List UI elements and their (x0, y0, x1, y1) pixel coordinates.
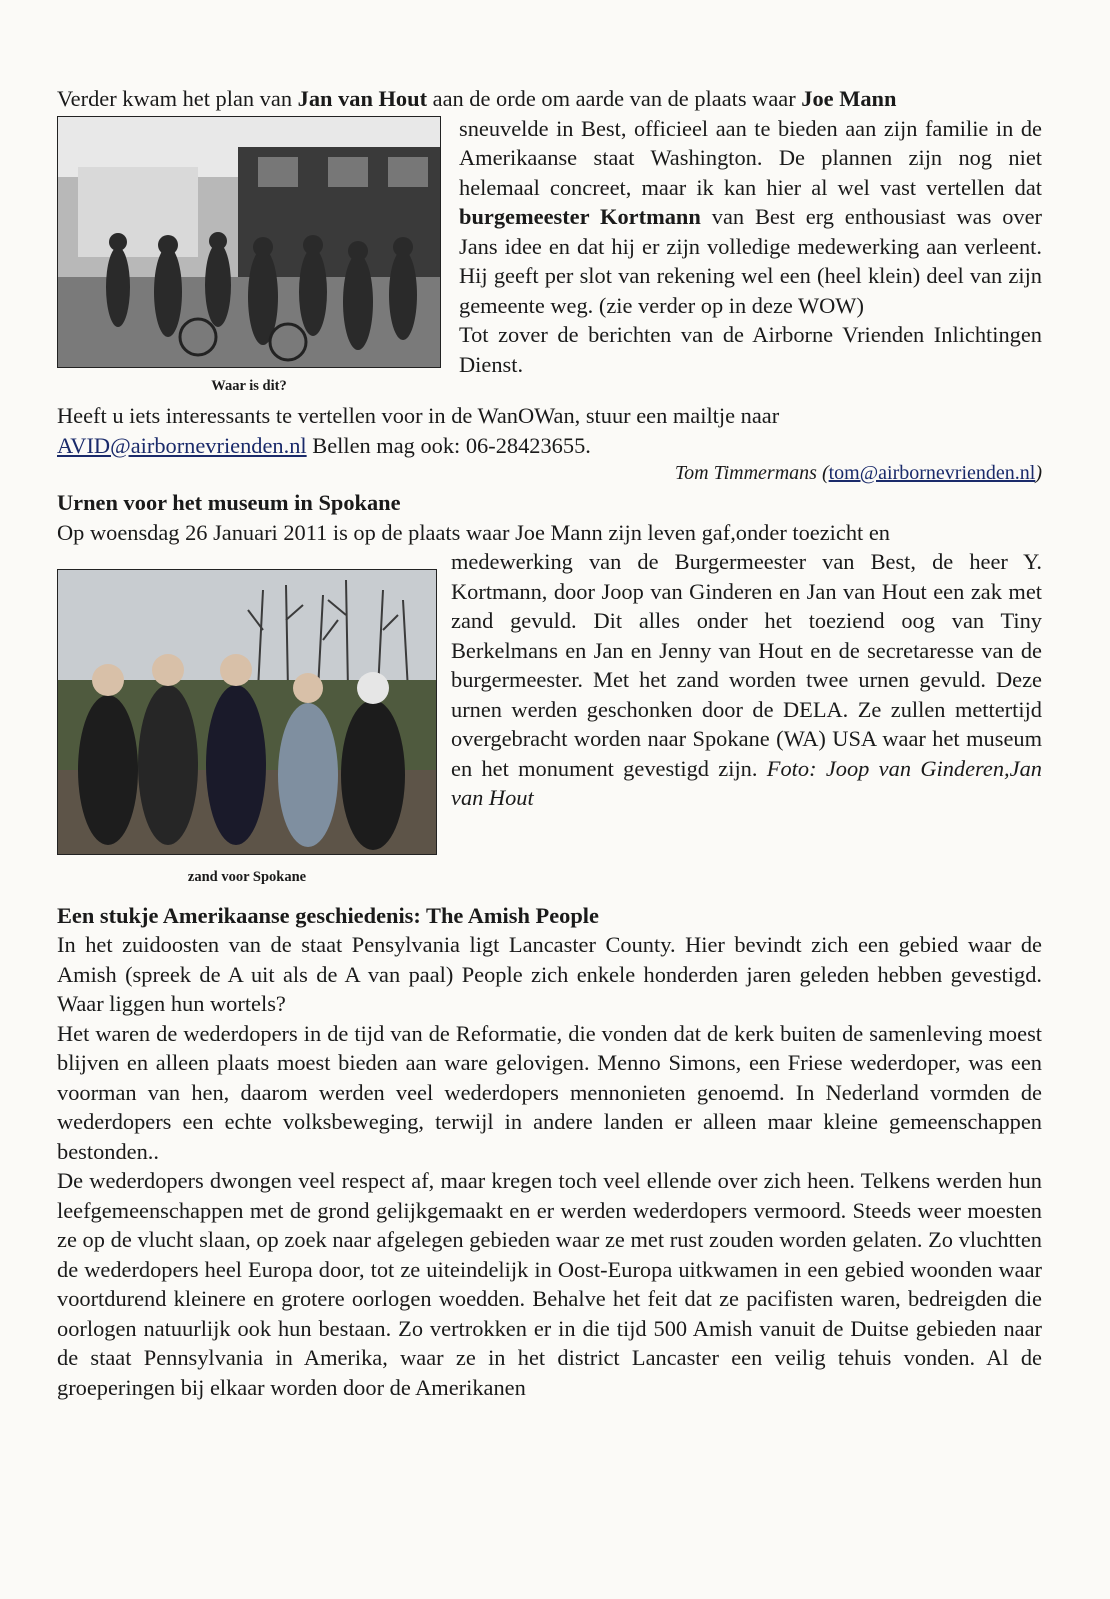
heading-amish: Een stukje Amerikaanse geschiedenis: The Amish People (57, 902, 599, 928)
contact-email-line (57, 431, 1042, 461)
intro-text-c: sneuvelde in Best, officieel aan te bieden aan zijn familie in de Amerikaanse staat Washington. De plannen zijn nog niet helemaal concreet, maar ik kan hier al wel vast vertellen dat (459, 115, 1042, 200)
name-jan-van-hout: Jan van Hout (297, 86, 428, 111)
author-name: Tom Timmermans (674, 462, 817, 484)
section2-lead: Op woensdag 26 Januari 2011 is op de plaats waar Joe Mann zijn leven gaf,onder toezicht en (57, 519, 890, 545)
intro-text-b: aan de orde om aarde van de plaats waar (427, 86, 802, 111)
author-signature: Tom Timmermans (tom@airbornevrienden.nl) (674, 462, 1042, 484)
intro-text-a: Verder kwam het plan van (57, 86, 298, 111)
contact-email-link[interactable]: AVID@airbornevrienden.nl (57, 432, 307, 458)
photo-waar-is-dit (57, 116, 441, 368)
intro-text-d: van Best erg enthousiast was over Jans idee en dat hij er zijn volledige medewerking aan verleent. Hij geeft per slot van rekening wel een (heel klein) deel van zijn gemeente weg. (zie verder op in deze WOW) (459, 204, 1042, 318)
photo-caption-zand: zand voor Spokane (187, 869, 307, 885)
amish-paragraph-2: Het waren de wederdopers in de tijd van de Reformatie, die vonden dat de kerk buiten de samenleving moest blijven en alleen plaats moest bieden aan ware gelovigen. Menno Simons, een Friese wederdoper, was een voorman van hen, daarom werden veel wederdopers mennonieten genoemd. In Nederland vormden de wederdopers een echte volksbeweging, terwijl in andere landen er alleen maar kleine gemeenschappen bestonden.. (57, 1020, 1042, 1164)
section1-intro (57, 84, 1042, 114)
amish-paragraph-1: In het zuidoosten van de staat Pensylvania ligt Lancaster County. Hier bevindt zich een gebied waar de Amish (spreek de A uit als de A van paal) People zich enkele honderden jaren geleden hebben gevestigd. Waar liggen hun wortels? (57, 932, 1042, 1016)
amish-paragraph-3: De wederdopers dwongen veel respect af, maar kregen toch veel ellende over zich heen. Telkens werden hun leefgemeenschappen met de grond gelijkgemaakt en er werden wederdopers vermoord. Steeds weer moesten ze op de vlucht slaan, op zoek naar afgelegen gebieden waar ze met rust zouden worden gelaten. Zo vluchtten de wederdopers heel Europa door, tot ze uiteindelijk in Oost-Europa uitkwamen in een gebied woonden waar voortdurend kleinere en grotere oorlogen woedden. Behalve het feit dat ze pacifisten waren, bedreigden die oorlogen natuurlijk ook hun bestaan. Zo vertrokken er in die tijd 500 Amish vanuit de Duitse gebieden naar de staat Pennsylvania in Amerika, waar ze in het district Lancaster een veilig tehuis vonden. Al de groeperingen bij elkaar worden door de Amerikanen (57, 1168, 1042, 1400)
contact-line (57, 401, 1042, 431)
photo-zand-voor-spokane (57, 569, 437, 855)
contact-phone-text: Bellen mag ook: 06-28423655. (306, 432, 591, 458)
photo-credit: Foto: Joop van Ginderen,Jan van Hout (451, 755, 1042, 810)
section2-body-text: medewerking van de Burgermeester van Best, de heer Y. Kortmann, door Joop van Ginderen en Jan van Hout een zak met zand gevuld. Dit alles onder het toeziend oog van Tiny Berkelmans en Jan en Jenny van Hout en de secretaresse van de burgermeester. Met het zand worden twee urnen gevuld. Deze urnen werden geschonken door de DELA. Ze zullen mettertijd overgebracht worden naar Spokane (WA) USA waar het museum en het monument gevestigd zijn. (451, 549, 1042, 781)
name-burgemeester-kortmann: burgemeester Kortmann (459, 204, 701, 229)
name-joe-mann: Joe Mann (801, 86, 897, 111)
heading-urnen: Urnen voor het museum in Spokane (57, 490, 401, 515)
photo-zand-figure (57, 569, 437, 893)
author-email-link[interactable]: tom@airbornevrienden.nl (828, 462, 1036, 484)
street-scene-photo (58, 117, 440, 367)
page (57, 84, 1042, 1402)
photo-caption-waar-is-dit: Waar is dit? (211, 377, 287, 394)
group-photo (58, 570, 436, 854)
contact-text: Heeft u iets interessants te vertellen voor in de WanOWan, stuur een mailtje naar (57, 403, 780, 428)
photo-waar-is-dit-figure (57, 116, 441, 402)
section1-closing: Tot zover de berichten van de Airborne Vrienden Inlichtingen Dienst. (459, 322, 1042, 377)
